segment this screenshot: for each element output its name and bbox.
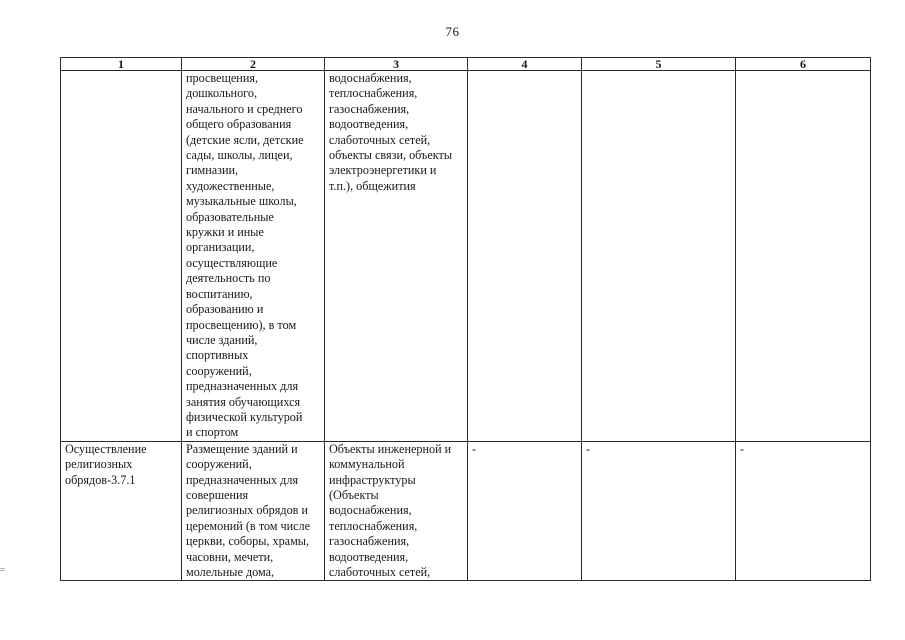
column-header-3: 3 [325,58,468,71]
dash-value: - [586,441,591,456]
cell-text: Осуществление религиозных обрядов-3.7.1 [65,441,147,487]
table-cell [736,441,871,581]
table-cell [61,71,182,442]
cell-text: просвещения, дошкольного, начального и среднего общего образования (детские ясли, детские сады, школы, лицеи, гимназии, художественные, музыкальные школы, образовательные кружки и иные организации, осуществляющие деятельность по воспитанию, образованию и просвещению), в том числе зданий, спортивных сооружений, предназначенных для занятия обучающихся физической культурой и спортом [186,71,304,440]
table-cell [736,71,871,442]
land-use-table [60,57,871,581]
table-cell [61,441,182,581]
dash-value: - [472,441,477,456]
cell-text: Размещение зданий и сооружений, предназначенных для совершения религиозных обрядов и церемоний (в том числе церкви, соборы, храмы, часовни, мечети, молельные дома, [186,441,311,579]
table-row [61,71,871,442]
dash-value: - [740,441,745,456]
cell-text: Объекты инженерной и коммунальной инфраструктуры (Объекты водоснабжения, теплоснабжения, газоснабжения, водоотведения, слаботочных сетей, [329,441,452,579]
table-cell [325,441,468,581]
table-cell [582,71,736,442]
table-cell [182,71,325,442]
page-number: 76 [445,24,460,39]
column-header-4: 4 [468,58,582,71]
column-header-6: 6 [736,58,871,71]
table-header-row [61,58,871,71]
table-cell [468,441,582,581]
table-cell [182,441,325,581]
table-cell [325,71,468,442]
column-header-5: 5 [582,58,736,71]
table-cell [582,441,736,581]
table-row [61,441,871,581]
table-cell [468,71,582,442]
cell-text: водоснабжения, теплоснабжения, газоснабжения, водоотведения, слаботочных сетей, объекты связи, объекты электроэнергетики и т.п.), общежития [329,71,453,193]
margin-mark: = [0,565,6,575]
column-header-1: 1 [61,58,182,71]
column-header-2: 2 [182,58,325,71]
